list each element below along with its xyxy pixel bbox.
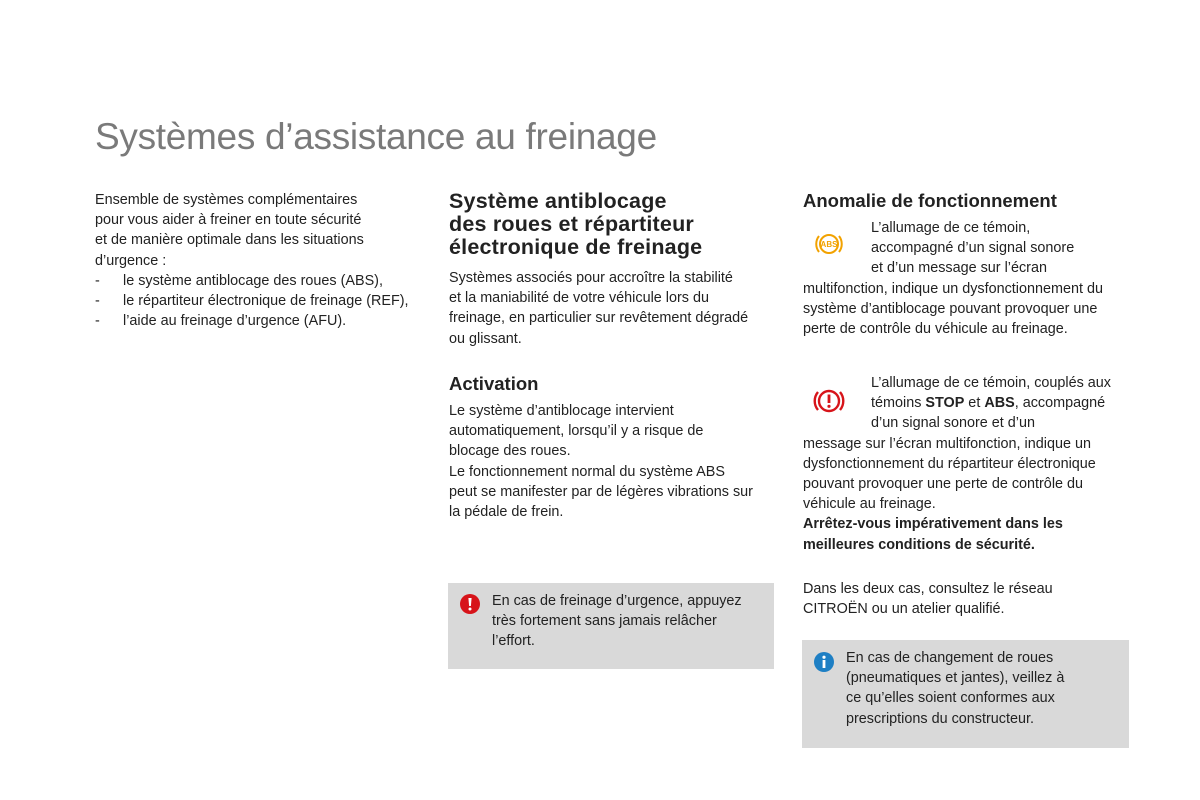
abs-ref-text-line: ou glissant.	[449, 330, 522, 347]
intro-bullet-list	[95, 271, 415, 332]
ref-malfunction-line: dysfonctionnement du répartiteur électronique	[803, 455, 1096, 472]
text-span: témoins	[871, 395, 926, 412]
abs-icon-label: ABS	[820, 240, 838, 249]
abs-malfunction-line: L’allumage de ce témoin,	[871, 220, 1031, 236]
ref-malfunction-line: d’un signal sonore et d’un	[871, 415, 1036, 432]
ref-malfunction-line: L’allumage de ce témoin, couplés aux	[871, 375, 1111, 391]
activation-line: peut se manifester par de légères vibrations sur	[449, 483, 753, 500]
info-note-line: En cas de changement de roues	[846, 650, 1054, 666]
stop-label: STOP	[925, 395, 965, 412]
bold-text: Arrêtez-vous impérativement dans les	[803, 516, 1063, 533]
list-item: - le système antiblocage des roues (ABS),	[95, 271, 415, 291]
malfunction-heading: Anomalie de fonctionnement	[803, 190, 1057, 211]
info-note-line: (pneumatiques et jantes), veillez à	[846, 670, 1065, 687]
warning-icon	[460, 594, 480, 614]
heading-line: des roues et répartiteur	[449, 212, 694, 236]
intro-line: et de manière optimale dans les situations	[95, 232, 364, 249]
abs-malfunction-line: accompagné d’un signal sonore	[871, 240, 1075, 257]
abs-ref-heading	[449, 190, 779, 259]
safety-warning-line	[803, 514, 1133, 534]
activation-line: Le fonctionnement normal du système ABS	[449, 463, 725, 480]
abs-ref-section	[449, 190, 779, 349]
abs-malfunction-line: multifonction, indique un dysfonctionnement du	[803, 280, 1103, 297]
activation-heading: Activation	[449, 373, 539, 394]
warning-note-line: très fortement sans jamais relâcher	[492, 613, 717, 630]
abs-malfunction-line: perte de contrôle du véhicule au freinage.	[803, 321, 1068, 338]
abs-malfunction-text	[803, 218, 1133, 339]
activation-line: automatiquement, lorsqu’il y a risque de	[449, 423, 704, 440]
ref-malfunction-line: message sur l’écran multifonction, indique un	[803, 435, 1091, 452]
ref-malfunction-line: pouvant provoquer une perte de contrôle du	[803, 476, 1084, 493]
info-icon	[814, 652, 834, 672]
abs-malfunction-line: et d’un message sur l’écran	[871, 260, 1047, 277]
ref-malfunction-line	[803, 393, 1133, 413]
page-title: Systèmes d’assistance au freinage	[95, 116, 657, 157]
bold-text: meilleures conditions de sécurité.	[803, 536, 1035, 553]
intro-section	[95, 190, 415, 331]
text-span: , accompagné	[1014, 395, 1106, 412]
abs-label: ABS	[984, 395, 1015, 412]
warning-note-line: En cas de freinage d’urgence, appuyez	[492, 593, 742, 609]
intro-line: Ensemble de systèmes complémentaires	[95, 192, 358, 208]
both-cases-text	[803, 579, 1133, 619]
malfunction-section	[803, 190, 1133, 212]
both-cases-line: Dans les deux cas, consultez le réseau	[803, 581, 1053, 597]
warning-note-line: l’effort.	[492, 633, 535, 650]
ref-malfunction-line: véhicule au freinage.	[803, 496, 936, 513]
abs-ref-text-line: freinage, en particulier sur revêtement dégradé	[449, 310, 749, 327]
info-note-line: ce qu’elles soient conformes aux	[846, 690, 1055, 707]
abs-ref-text-line: et la maniabilité de votre véhicule lors du	[449, 290, 709, 307]
both-cases-line: CITROËN ou un atelier qualifié.	[803, 601, 1005, 618]
heading-line: Système antiblocage	[449, 189, 667, 213]
info-note-line: prescriptions du constructeur.	[846, 710, 1034, 727]
list-item: - l’aide au freinage d’urgence (AFU).	[95, 311, 415, 331]
abs-ref-text-line: Systèmes associés pour accroître la stabilité	[449, 270, 733, 286]
list-item: - le répartiteur électronique de freinage (REF),	[95, 291, 415, 311]
info-note	[802, 640, 1129, 748]
intro-line: pour vous aider à freiner en toute sécurité	[95, 212, 362, 229]
warning-note	[448, 583, 774, 669]
heading-line: électronique de freinage	[449, 235, 703, 259]
activation-line: la pédale de frein.	[449, 504, 564, 521]
activation-line: Le système d’antiblocage intervient	[449, 403, 674, 419]
intro-line: d’urgence :	[95, 252, 167, 269]
activation-line: blocage des roues.	[449, 443, 571, 460]
ref-malfunction-text	[803, 373, 1133, 555]
text-span: et	[964, 395, 985, 412]
safety-warning-line	[803, 535, 1133, 555]
activation-section	[449, 373, 779, 522]
abs-malfunction-line: système d’antiblocage pouvant provoquer une	[803, 300, 1098, 317]
